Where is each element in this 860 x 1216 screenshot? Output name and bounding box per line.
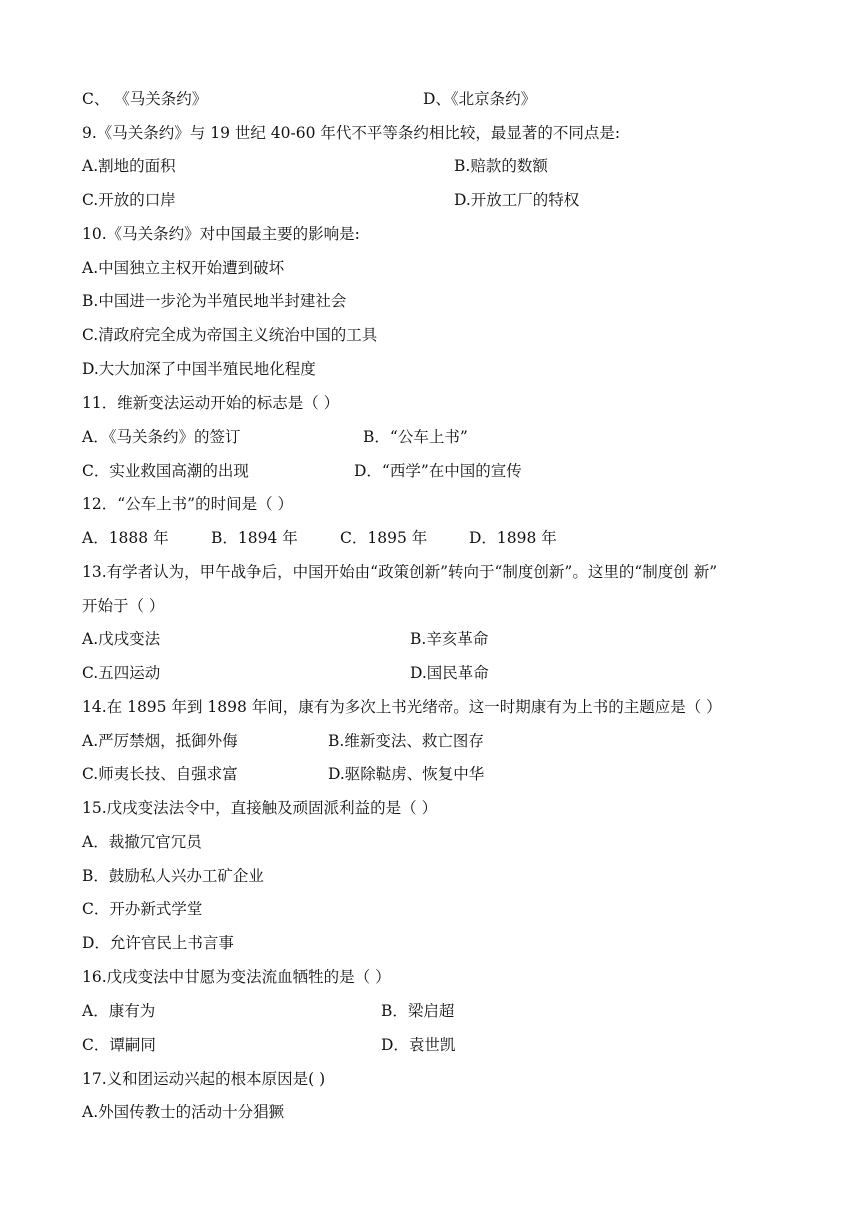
q9-option-b: B.赔款的数额 (454, 157, 548, 175)
q17-option-a: A.外国传教士的活动十分猖獗 (82, 1103, 285, 1121)
q13-stem-line-1: 13.有学者认为，甲午战争后，中国开始由“政策创新”转向于“制度创新”。这里的“制度创 新” (82, 563, 718, 581)
q16-option-c: C．谭嗣同 (82, 1036, 156, 1054)
q15-option-c: C．开办新式学堂 (82, 900, 203, 918)
q14-option-a: A.严厉禁烟，抵御外侮 (82, 732, 238, 750)
q10-stem: 10.《马关条约》对中国最主要的影响是: (82, 225, 360, 243)
q9-stem: 9.《马关条约》与 19 世纪 40-60 年代不平等条约相比较，最显著的不同点是: (82, 124, 621, 142)
q17-stem: 17.义和团运动兴起的根本原因是( ) (82, 1070, 326, 1088)
q16-option-b: B．梁启超 (381, 1002, 455, 1020)
q11-option-c: C．实业救国高潮的出现 (82, 462, 249, 480)
q15-option-d: D．允许官民上书言事 (82, 934, 234, 952)
q12-option-a: A．1888 年 (82, 529, 169, 547)
q13-option-a: A.戊戌变法 (82, 630, 161, 648)
q15-stem: 15.戊戌变法法令中，直接触及顽固派利益的是（ ） (82, 799, 438, 817)
q11-option-a: A．《马关条约》的签订 (82, 428, 241, 446)
q13-option-d: D.国民革命 (410, 664, 489, 682)
q10-option-a: A.中国独立主权开始遭到破坏 (82, 259, 285, 277)
q16-option-a: A．康有为 (82, 1002, 156, 1020)
q15-option-b: B．鼓励私人兴办工矿企业 (82, 867, 264, 885)
q9-option-c: C.开放的口岸 (82, 191, 176, 209)
q14-option-c: C.师夷长技、自强求富 (82, 765, 238, 783)
q11-option-b: B．“公车上书” (363, 428, 468, 446)
q11-stem: 11．维新变法运动开始的标志是（ ） (82, 394, 340, 412)
q8-option-c: C、 《马关条约》 (82, 90, 208, 108)
q12-stem: 12．“公车上书”的时间是（ ） (82, 495, 293, 513)
q13-option-b: B.辛亥革命 (410, 630, 489, 648)
q16-option-d: D．袁世凯 (381, 1036, 456, 1054)
q8-option-d: D、《北京条约》 (423, 90, 537, 108)
q12-option-b: B．1894 年 (211, 529, 298, 547)
q12-option-d: D．1898 年 (469, 529, 557, 547)
q10-option-c: C.清政府完全成为帝国主义统治中国的工具 (82, 326, 378, 344)
q14-stem: 14.在 1895 年到 1898 年间，康有为多次上书光绪帝。这一时期康有为上书的主题应是（ ） (82, 698, 722, 716)
q15-option-a: A．裁撤冗官冗员 (82, 833, 202, 851)
q10-option-d: D.大大加深了中国半殖民地化程度 (82, 360, 316, 378)
q9-option-d: D.开放工厂的特权 (454, 191, 580, 209)
q13-stem-line-2: 开始于（ ） (82, 597, 165, 615)
q13-option-c: C.五四运动 (82, 664, 161, 682)
q10-option-b: B.中国进一步沦为半殖民地半封建社会 (82, 292, 347, 310)
q12-option-c: C．1895 年 (340, 529, 428, 547)
q16-stem: 16.戊戌变法中甘愿为变法流血牺牲的是（ ） (82, 968, 391, 986)
q14-option-d: D.驱除鞑虏、恢复中华 (328, 765, 485, 783)
q14-option-b: B.维新变法、救亡图存 (328, 732, 484, 750)
q11-option-d: D．“西学”在中国的宣传 (354, 462, 522, 480)
q9-option-a: A.割地的面积 (82, 157, 176, 175)
